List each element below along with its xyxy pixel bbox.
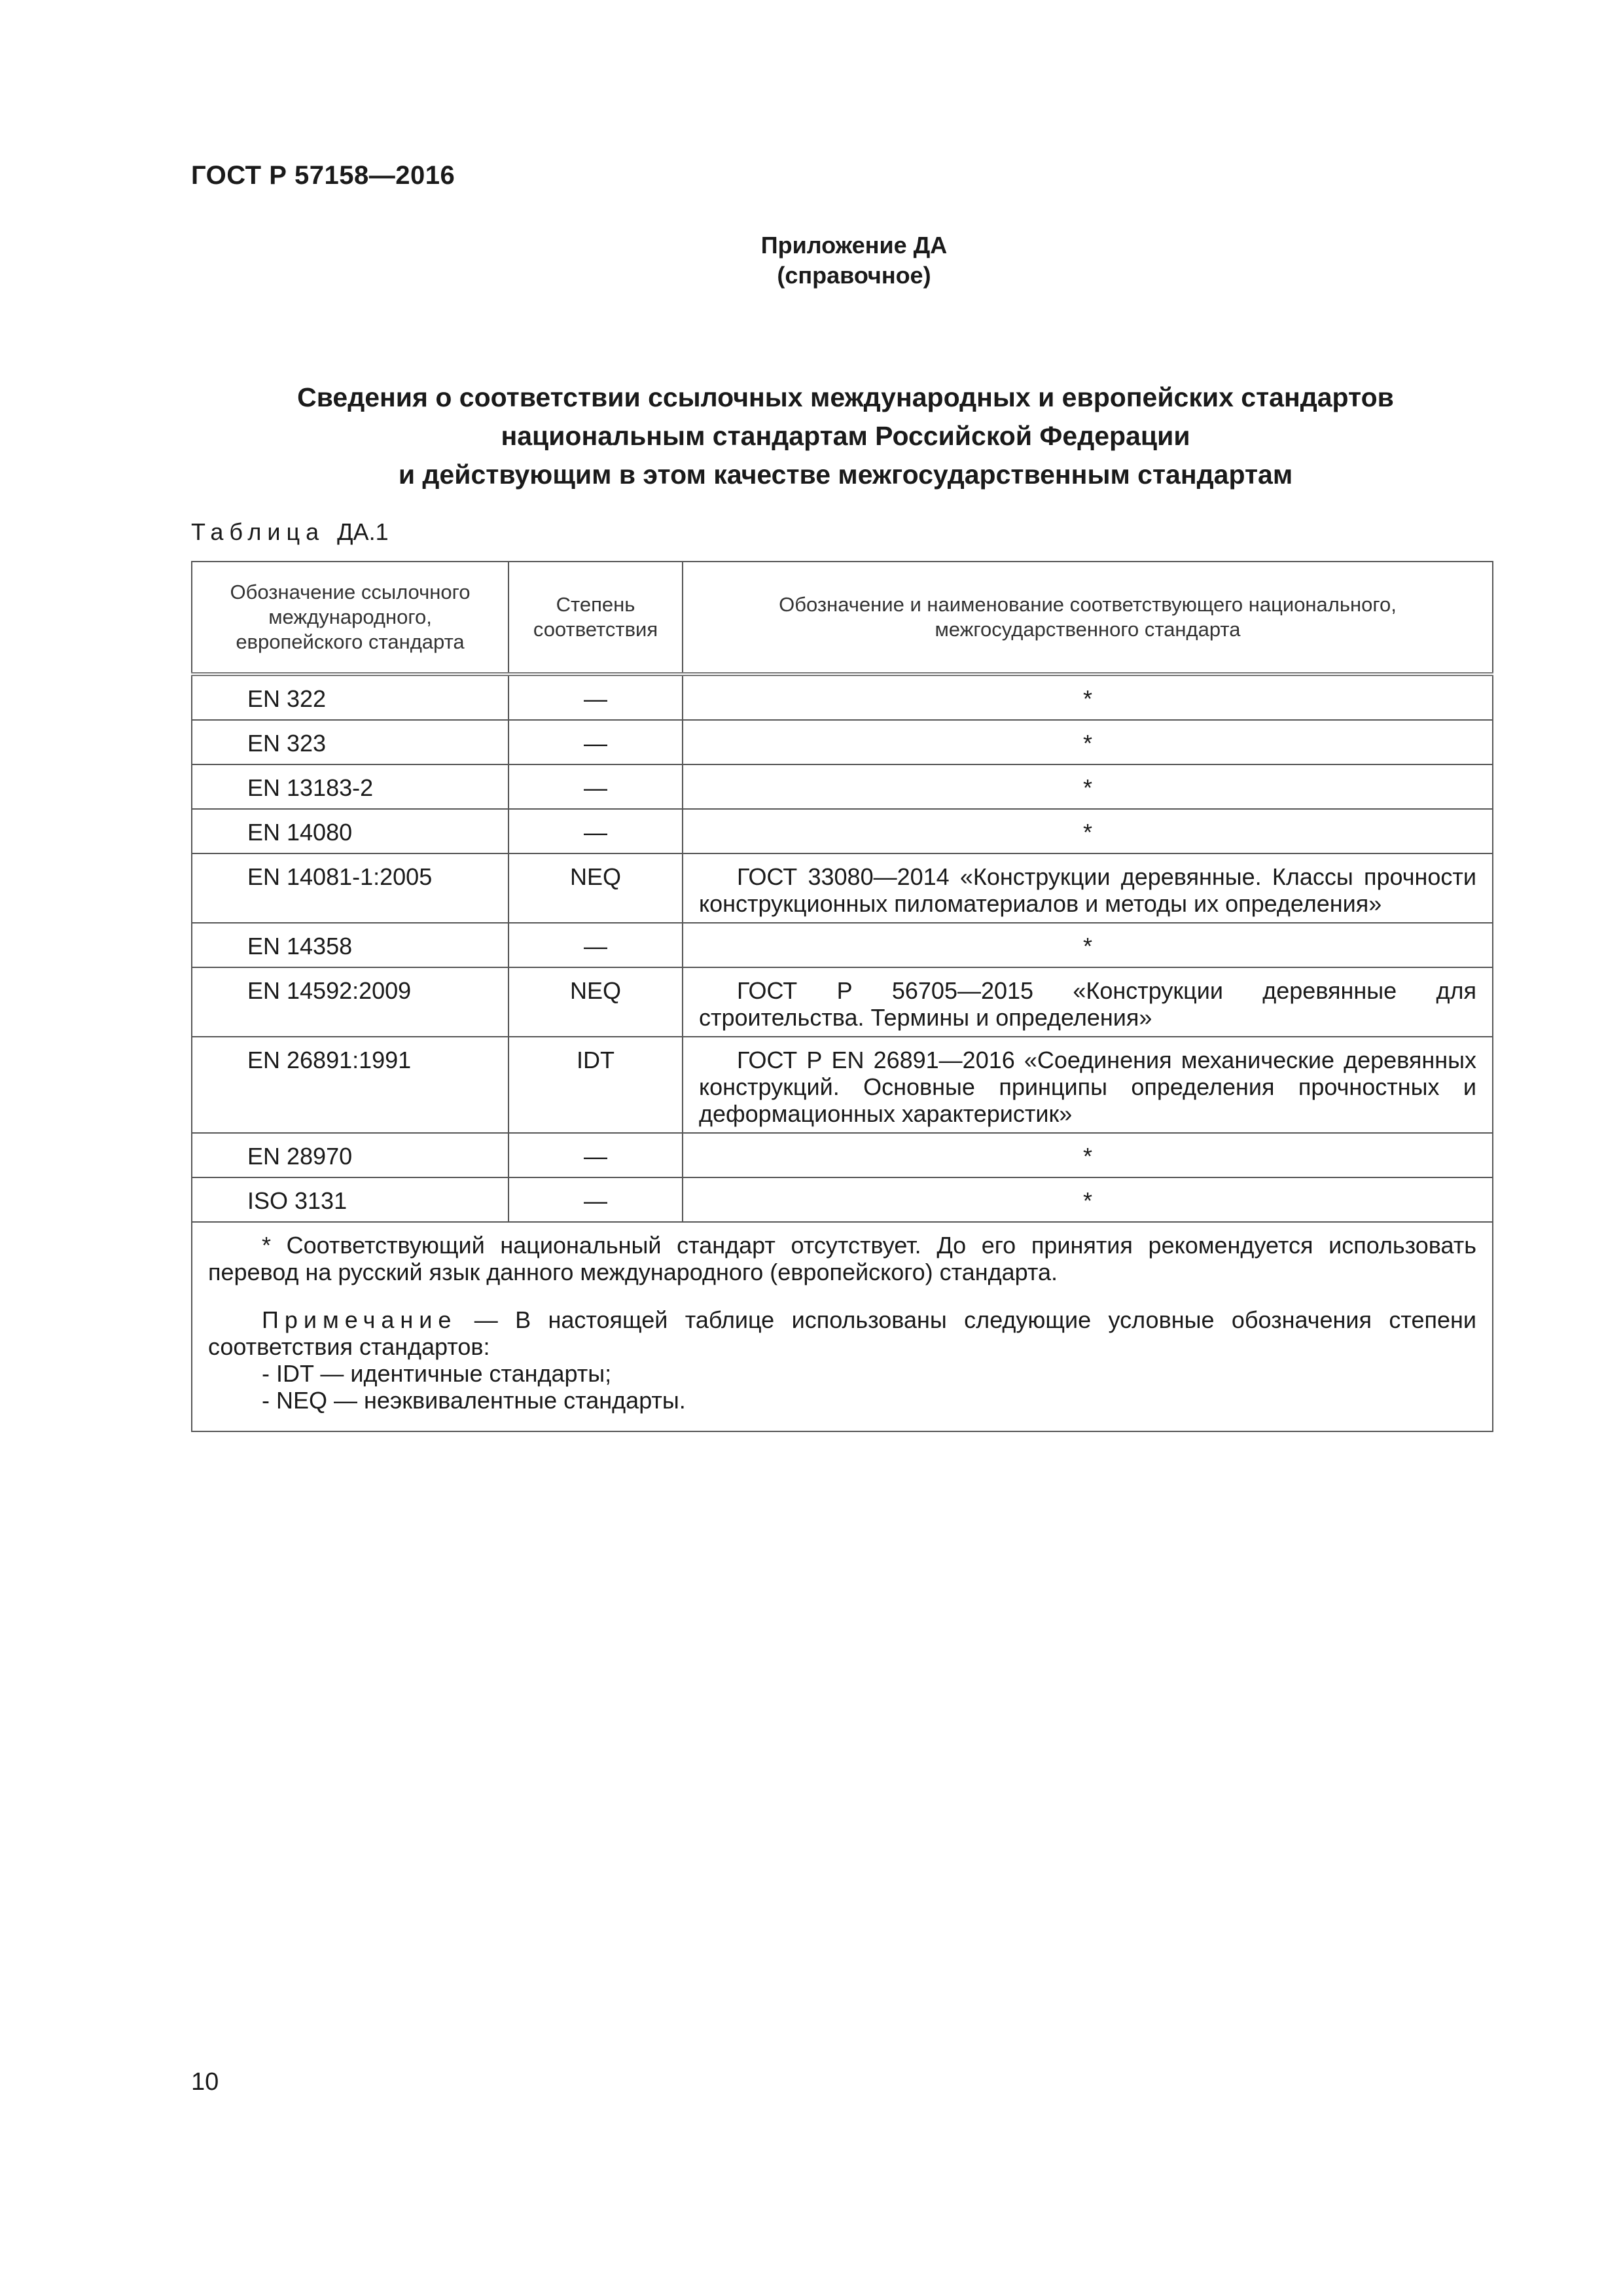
cell-degree: IDT bbox=[508, 1037, 683, 1133]
cell-designation: EN 14081-1:2005 bbox=[192, 853, 508, 923]
table-caption-number: ДА.1 bbox=[337, 518, 389, 545]
cell-degree: NEQ bbox=[508, 853, 683, 923]
header-degree: Степень соответствия bbox=[508, 562, 683, 674]
table-row bbox=[192, 1177, 1493, 1222]
table-footer bbox=[192, 1222, 1493, 1431]
table-row bbox=[192, 809, 1493, 853]
cell-national-standard: * bbox=[683, 809, 1493, 853]
cell-designation: EN 322 bbox=[192, 674, 508, 720]
appendix-title: Приложение ДА bbox=[760, 232, 948, 259]
cell-national-standard: ГОСТ 33080—2014 «Конструкции деревянные. Классы прочности конструкционных пиломатериалов и методы их определения» bbox=[683, 853, 1493, 923]
section-title-line-1: Сведения о соответствии ссылочных международных и европейских стандартов bbox=[297, 382, 1394, 412]
cell-degree: — bbox=[508, 764, 683, 809]
cell-national-standard: * bbox=[683, 720, 1493, 764]
cell-degree: NEQ bbox=[508, 967, 683, 1037]
note-item-idt: - IDT — идентичные стандарты; bbox=[262, 1360, 612, 1387]
table-row bbox=[192, 1037, 1493, 1133]
cell-designation: EN 14080 bbox=[192, 809, 508, 853]
cell-national-standard: * bbox=[683, 674, 1493, 720]
table-row bbox=[192, 764, 1493, 809]
table-row bbox=[192, 674, 1493, 720]
cell-national-standard: ГОСТ Р 56705—2015 «Конструкции деревянные для строительства. Термины и определения» bbox=[683, 967, 1493, 1037]
cell-degree: — bbox=[508, 809, 683, 853]
cell-national-standard: * bbox=[683, 1177, 1493, 1222]
table-row bbox=[192, 967, 1493, 1037]
header-national-standard: Обозначение и наименование соответствующего национального, межгосударственного стандарта bbox=[683, 562, 1493, 674]
cell-national-standard: * bbox=[683, 1133, 1493, 1177]
header-designation: Обозначение ссылочного международного, европейского стандарта bbox=[192, 562, 508, 674]
note-paragraph bbox=[208, 1306, 1476, 1360]
cell-degree: — bbox=[508, 720, 683, 764]
cell-degree: — bbox=[508, 1177, 683, 1222]
cell-national-standard: * bbox=[683, 764, 1493, 809]
document-code: ГОСТ Р 57158—2016 bbox=[191, 161, 455, 190]
note-block bbox=[208, 1306, 1476, 1414]
note-text: — В настоящей таблице использованы следующие условные обозначения степени соответствия стандартов: bbox=[208, 1306, 1476, 1360]
table-caption bbox=[191, 518, 389, 546]
footnote-text: * Соответствующий национальный стандарт отсутствует. До его принятия рекомендуется использовать перевод на русский язык данного международного (европейского) стандарта. bbox=[208, 1232, 1476, 1285]
cell-designation: EN 13183-2 bbox=[192, 764, 508, 809]
table-header-row bbox=[192, 562, 1493, 674]
table-footer-row bbox=[192, 1222, 1493, 1431]
page-number: 10 bbox=[191, 2068, 219, 2096]
appendix-heading bbox=[0, 230, 1623, 291]
cell-designation: EN 14358 bbox=[192, 923, 508, 967]
appendix-type: (справочное) bbox=[777, 262, 931, 289]
note-item-neq: - NEQ — неэквивалентные стандарты. bbox=[262, 1387, 686, 1414]
correspondence-table bbox=[191, 561, 1493, 1432]
cell-designation: EN 14592:2009 bbox=[192, 967, 508, 1037]
table-row bbox=[192, 720, 1493, 764]
cell-designation: ISO 3131 bbox=[192, 1177, 508, 1222]
cell-national-standard: * bbox=[683, 923, 1493, 967]
cell-degree: — bbox=[508, 923, 683, 967]
section-title-line-3: и действующим в этом качестве межгосударственным стандартам bbox=[398, 459, 1293, 490]
table-row bbox=[192, 923, 1493, 967]
section-title-line-2: национальным стандартам Российской Федерации bbox=[501, 421, 1190, 451]
note-label: Примечание bbox=[262, 1306, 457, 1333]
cell-designation: EN 28970 bbox=[192, 1133, 508, 1177]
cell-designation: EN 323 bbox=[192, 720, 508, 764]
section-title bbox=[191, 378, 1500, 494]
cell-degree: — bbox=[508, 1133, 683, 1177]
table-caption-prefix: Таблица bbox=[191, 518, 325, 545]
cell-degree: — bbox=[508, 674, 683, 720]
cell-designation: EN 26891:1991 bbox=[192, 1037, 508, 1133]
table-row bbox=[192, 853, 1493, 923]
cell-national-standard: ГОСТ Р EN 26891—2016 «Соединения механические деревянных конструкций. Основные принципы определения прочностных и деформационных характеристик» bbox=[683, 1037, 1493, 1133]
table-row bbox=[192, 1133, 1493, 1177]
